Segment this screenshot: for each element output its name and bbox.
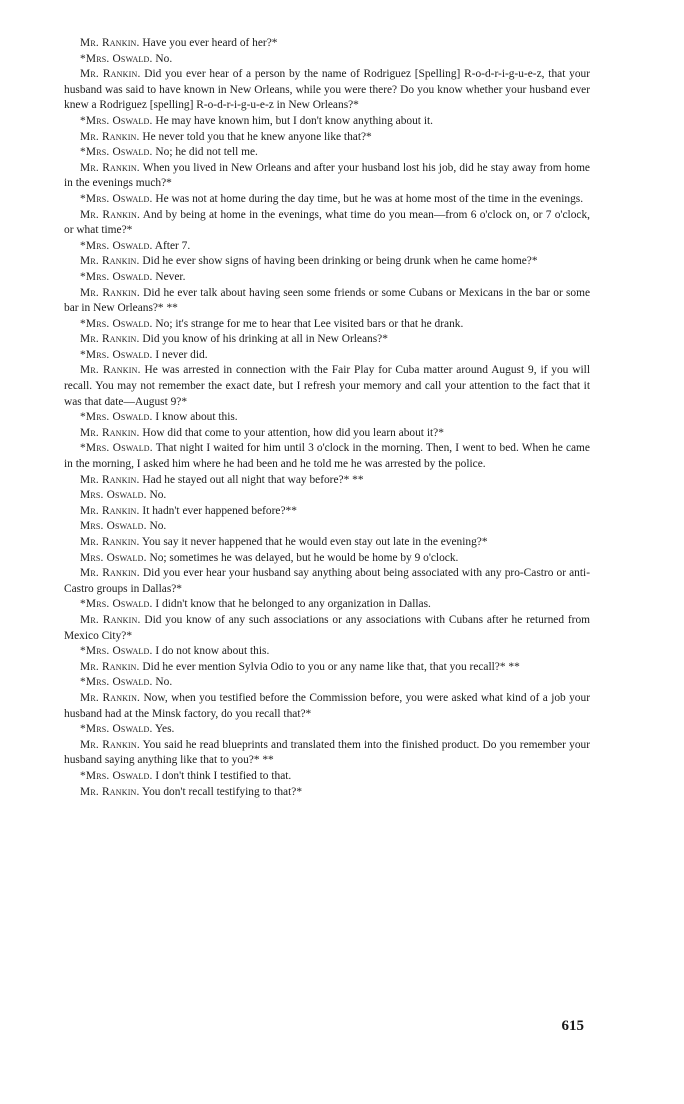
speaker-label: Mr. Rankin.: [80, 161, 140, 174]
utterance-text: No; he did not tell me.: [152, 146, 258, 159]
utterance-text: Did he ever mention Sylvia Odio to you or any name like that, that you recall?* **: [139, 660, 520, 673]
utterance-text: No.: [146, 489, 167, 502]
speaker-label: Mr. Rankin.: [80, 333, 140, 346]
speaker-label: *Mrs. Oswald.: [80, 270, 153, 283]
utterance-text: Yes.: [152, 723, 175, 736]
speaker-label: Mrs. Oswald.: [80, 551, 147, 564]
utterance-text: Did you ever hear of a person by the name of Rodriguez [Spelling] R-o-d-r-i-g-u-e-z, that your husband was said to have known in New Orleans, while you were there? Do you know whether your husband ever knew a Rodriguez [spelling] R-o-d-r-i-g-u-e-z in New Orleans?*: [64, 68, 591, 112]
transcript-paragraph: [64, 566, 590, 597]
utterance-text: You don't recall testifying to that?*: [139, 785, 303, 798]
transcript-paragraph: [64, 254, 590, 270]
speaker-label: *Mrs. Oswald.: [80, 146, 153, 159]
utterance-text: Never.: [152, 270, 186, 283]
transcript-paragraph: [64, 332, 590, 348]
utterance-text: I never did.: [152, 348, 208, 361]
utterance-text: It hadn't ever happened before?**: [139, 504, 297, 517]
utterance-text: No; it's strange for me to hear that Lee visited bars or that he drank.: [152, 317, 464, 330]
utterance-text: No; sometimes he was delayed, but he would be home by 9 o'clock.: [146, 551, 459, 564]
transcript-paragraph: [64, 208, 590, 239]
utterance-text: He was arrested in connection with the Fair Play for Cuba matter around August 9, if you will recall. You may not remember the exact date, but I refresh your memory and call your attention to the fact that it was that date—August 9?*: [64, 364, 590, 408]
transcript-paragraph: [64, 426, 590, 442]
speaker-label: Mr. Rankin.: [80, 504, 140, 517]
transcript-paragraph: [64, 675, 590, 691]
speaker-label: *Mrs. Oswald.: [80, 598, 153, 611]
speaker-label: Mr. Rankin.: [80, 785, 140, 798]
transcript-paragraph: [64, 36, 590, 52]
transcript-body: [64, 36, 590, 800]
utterance-text: How did that come to your attention, how did you learn about it?*: [139, 426, 444, 439]
speaker-label: *Mrs. Oswald.: [80, 114, 153, 127]
speaker-label: *Mrs. Oswald.: [80, 723, 153, 736]
transcript-paragraph: [64, 551, 590, 567]
utterance-text: Did he ever talk about having seen some friends or some Cubans or Mexicans in the bar or some bar in New Orleans?* **: [64, 286, 590, 315]
transcript-paragraph: [64, 114, 590, 130]
transcript-paragraph: [64, 519, 590, 535]
utterance-text: No.: [152, 52, 173, 65]
transcript-paragraph: [64, 67, 590, 114]
speaker-label: *Mrs. Oswald.: [80, 645, 153, 658]
speaker-label: Mrs. Oswald.: [80, 489, 147, 502]
page-number: 615: [561, 1018, 584, 1034]
speaker-label: *Mrs. Oswald.: [80, 192, 153, 205]
transcript-paragraph: [64, 363, 590, 410]
speaker-label: *Mrs. Oswald.: [80, 52, 153, 65]
transcript-paragraph: [64, 161, 590, 192]
transcript-paragraph: [64, 52, 590, 68]
transcript-paragraph: [64, 613, 590, 644]
utterance-text: No.: [152, 676, 173, 689]
speaker-label: *Mrs. Oswald.: [80, 348, 153, 361]
transcript-paragraph: [64, 504, 590, 520]
utterance-text: No.: [146, 520, 167, 533]
speaker-label: *Mrs. Oswald.: [80, 317, 153, 330]
transcript-paragraph: [64, 239, 590, 255]
utterance-text: Did you know of any such associations or any associations with Cubans after he returned from Mexico City?*: [64, 613, 591, 642]
speaker-label: Mr. Rankin.: [80, 536, 140, 548]
speaker-label: Mr. Rankin.: [80, 208, 141, 221]
transcript-paragraph: [64, 738, 590, 769]
speaker-label: Mr. Rankin.: [80, 37, 140, 49]
speaker-label: *Mrs. Oswald.: [80, 676, 153, 689]
transcript-paragraph: [64, 317, 590, 333]
speaker-label: *Mrs. Oswald.: [80, 411, 153, 424]
transcript-paragraph: [64, 441, 590, 472]
transcript-paragraph: [64, 488, 590, 504]
utterance-text: Had he stayed out all night that way before?* **: [139, 473, 364, 486]
transcript-paragraph: [64, 473, 590, 489]
speaker-label: Mr. Rankin.: [80, 286, 140, 299]
speaker-label: Mr. Rankin.: [80, 613, 141, 626]
utterance-text: I do not know about this.: [152, 645, 270, 658]
transcript-paragraph: [64, 769, 590, 785]
utterance-text: You say it never happened that he would even stay out late in the evening?*: [139, 536, 488, 548]
transcript-paragraph: [64, 348, 590, 364]
transcript-paragraph: [64, 535, 590, 551]
utterance-text: I didn't know that he belonged to any organization in Dallas.: [152, 598, 431, 611]
speaker-label: Mr. Rankin.: [80, 567, 140, 580]
utterance-text: After 7.: [152, 239, 191, 252]
utterance-text: I don't think I testified to that.: [152, 769, 292, 782]
transcript-paragraph: [64, 597, 590, 613]
utterance-text: That night I waited for him until 3 o'clock in the morning. Then, I went to bed. When he came in the morning, I asked him where he had been and he told me he was arrested by the police.: [64, 442, 590, 471]
transcript-paragraph: [64, 192, 590, 208]
transcript-paragraph: [64, 286, 590, 317]
utterance-text: Have you ever heard of her?*: [139, 37, 278, 49]
utterance-text: And by being at home in the evenings, what time do you mean—from 6 o'clock on, or 7 o'clock, or what time?*: [64, 208, 591, 237]
utterance-text: Now, when you testified before the Commission before, you were asked what kind of a job your husband had at the Minsk factory, do you recall that?*: [64, 691, 590, 720]
utterance-text: I know about this.: [152, 411, 238, 424]
speaker-label: Mr. Rankin.: [80, 255, 140, 268]
transcript-paragraph: [64, 785, 590, 801]
speaker-label: *Mrs. Oswald.: [80, 239, 153, 252]
utterance-text: Did he ever show signs of having been drinking or being drunk when he came home?*: [139, 255, 538, 268]
utterance-text: Did you know of his drinking at all in New Orleans?*: [139, 333, 388, 346]
transcript-paragraph: [64, 270, 590, 286]
utterance-text: He was not at home during the day time, but he was at home most of the time in the evenings.: [152, 192, 584, 205]
utterance-text: When you lived in New Orleans and after your husband lost his job, did he stay away from home in the evenings much?*: [64, 161, 590, 190]
transcript-paragraph: [64, 660, 590, 676]
speaker-label: Mr. Rankin.: [80, 660, 140, 673]
speaker-label: Mr. Rankin.: [80, 473, 140, 486]
utterance-text: He never told you that he knew anyone like that?*: [139, 130, 372, 143]
speaker-label: Mr. Rankin.: [80, 691, 141, 704]
utterance-text: You said he read blueprints and translated them into the finished product. Do you remember your husband saying anything like that to you?* **: [64, 738, 590, 767]
speaker-label: *Mrs. Oswald.: [80, 442, 153, 455]
transcript-paragraph: [64, 644, 590, 660]
speaker-label: Mr. Rankin.: [80, 738, 140, 751]
speaker-label: Mr. Rankin.: [80, 68, 141, 81]
speaker-label: *Mrs. Oswald.: [80, 769, 153, 782]
transcript-paragraph: [64, 722, 590, 738]
transcript-paragraph: [64, 130, 590, 146]
utterance-text: Did you ever hear your husband say anything about being associated with any pro-Castro or anti-Castro groups in Dallas?*: [64, 567, 590, 595]
speaker-label: Mr. Rankin.: [80, 130, 140, 143]
transcript-paragraph: [64, 145, 590, 161]
speaker-label: Mr. Rankin.: [80, 364, 141, 377]
speaker-label: Mrs. Oswald.: [80, 520, 147, 533]
speaker-label: Mr. Rankin.: [80, 426, 140, 439]
utterance-text: He may have known him, but I don't know anything about it.: [152, 114, 433, 127]
transcript-paragraph: [64, 691, 590, 722]
transcript-paragraph: [64, 410, 590, 426]
